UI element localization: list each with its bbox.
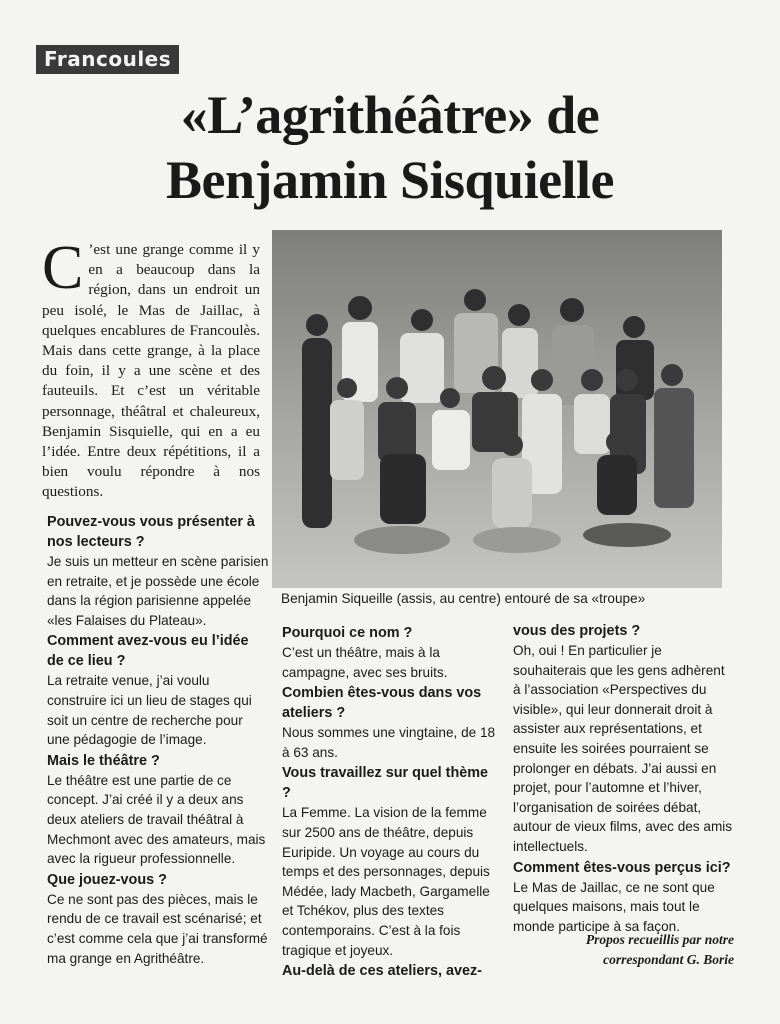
headline-line-2: Benjamin Sisquielle (165, 150, 615, 210)
intro-paragraph (42, 234, 260, 503)
section-kicker: Francoules (36, 45, 179, 74)
question: Que jouez-vous ? (47, 871, 167, 888)
answer: Le Mas de Jaillac, ce ne sont que quelques maisons, mais tout le monde participe à sa façon. (513, 879, 715, 934)
drop-cap: C (42, 234, 84, 302)
answer: Oh, oui ! En particulier je souhaiterais que les gens adhèrent à l’association «Perspectives du visible», qui leur donnerait droit à assister aux représentations, et ensuite les soirées pourraient se prolonger en débats. J’ai aussi en projet, pour l’automne et l’hiver, l’organisation de soirées débat, autour de vieux films, avec des amis intellectuels. (513, 643, 733, 854)
byline-line-2: correspondant G. Borie (603, 952, 734, 967)
headline-line-1: «L’agrithéâtre» de (180, 85, 600, 145)
answer: Nous sommes une vingtaine, de 18 à 63 ans. (282, 725, 496, 760)
question: Comment êtes-vous perçus ici? (513, 859, 731, 876)
byline (586, 930, 734, 970)
question: Comment avez-vous eu l’idée de ce lieu ? (47, 633, 249, 670)
question: Pourquoi ce nom ? (282, 625, 413, 641)
question: Vous travaillez sur quel thème ? (282, 765, 489, 802)
question: vous des projets ? (513, 623, 641, 639)
column-1 (47, 511, 269, 968)
troupe-photo (272, 230, 722, 588)
question: Pouvez-vous vous présenter à nos lecteurs ? (47, 514, 255, 550)
answer: Je suis un metteur en scène parisien en retraite, et je possède une école dans la région parisienne appelée «les Falaises du Plateau». (47, 554, 269, 628)
answer: Le théâtre est une partie de ce concept. J’ai créé il y a deux ans deux ateliers de travail théâtral à Mechmont avec des amateurs, mais avec la rigueur professionnelle. (47, 772, 266, 867)
group-photo-illustration (272, 230, 722, 588)
answer: La retraite venue, j’ai voulu construire ici un lieu de stages qui soit un centre de recherche pour une pédagogie de l’image. (47, 673, 252, 748)
column-3 (513, 620, 735, 936)
byline-line-1: Propos recueillis par notre (585, 932, 734, 947)
column-2 (282, 622, 498, 981)
answer: C’est un théâtre, mais à la campagne, avec ses bruits. (282, 645, 448, 680)
question: Mais le théâtre ? (47, 752, 160, 769)
answer: La Femme. La vision de la femme sur 2500 ans de théâtre, depuis Euripide. Un voyage au cours du temps et des personnages, depuis Médée, lady Macbeth, Gargamelle et Tchékov, plus des textes contemporains. C’est à la fois tragique et joyeux. (282, 805, 490, 958)
photo-caption: Benjamin Siqueille (assis, au centre) entouré de sa «troupe» (281, 591, 646, 606)
intro-text: ’est une grange comme il y en a beaucoup dans la région, dans un endroit un peu isolé, le Mas de Jaillac, à quelques encablures de Francoulès. Mais dans cette grange, à la place du foin, il y a une scène et des fauteuils. Et c’est un véritable personnage, théâtral et chaleureux, Benjamin Sisquielle, qui en a eu l’idée. Entre deux répétitions, il a bien voulu répondre à nos questions. (42, 241, 260, 501)
question: Au-delà de ces ateliers, avez- (282, 963, 482, 980)
question: Combien êtes-vous dans vos ateliers ? (282, 685, 482, 722)
answer: Ce ne sont pas des pièces, mais le rendu de ce travail est scénarisé; et c’est comme cela que j’ai transformé ma grange en Agrithéâtre. (47, 891, 268, 966)
